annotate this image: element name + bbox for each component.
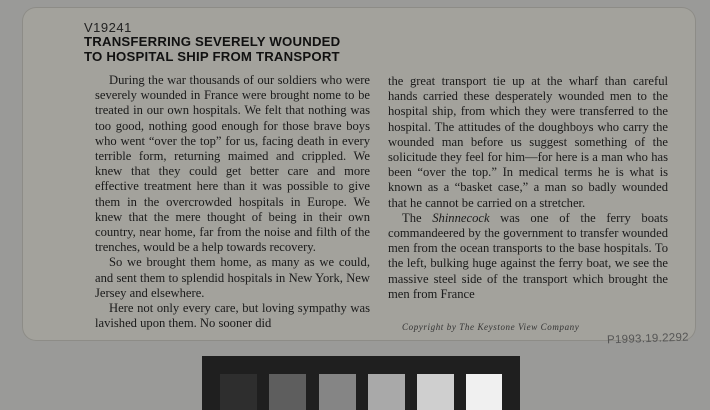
- catalog-number: P1993.19.2292: [606, 331, 690, 347]
- paragraph-4-rest: was one of the ferry boats commandeered by the government to transfer wounded men from the ocean transports to the base hospitals. To the left, bulking huge against the ferry boat, we see the massive steel side of the transport which brought the men from France: [388, 210, 669, 301]
- ship-name: Shinnecock: [432, 210, 490, 225]
- right-column: [388, 74, 668, 302]
- paragraph-1: During the war thousands of our soldiers who were severely wounded in France were brought nome to be treated in our own hospitals. We felt that nothing was too good, nothing good enough for those brave boys who went “over the top” for us, facing death in every terrible form, returning maimed and crippled. We knew that they could get better care and more effective treatment here than it was possible to give them in the overcrowded hospitals in Europe. We knew that the mere thought of being in their own country, near home, far from the noise and filth of the trenches, would be a help towards recovery.: [95, 73, 370, 255]
- paragraph-4-pre: The: [402, 210, 433, 225]
- stereoview-card-back: [22, 7, 696, 341]
- swatch-4: [368, 374, 405, 410]
- swatch-3: [319, 374, 356, 410]
- paragraph-3-continued: the great transport tie up at the wharf than careful hands carried these desperately wounded men to the hospital ship, from which they were transferred to the hospital. The attitudes of the doughboys who carry the wounded man before us suggest something of the solicitude they feel for him—for here is a man who has been “over the top.” In medical terms he is what is known as a “basket case,” a man so badly wounded that he cannot be carried on a stretcher.: [388, 74, 668, 210]
- copyright-line: Copyright by The Keystone View Company: [402, 322, 580, 332]
- grayscale-calibration-strip: [202, 356, 520, 410]
- swatch-2: [269, 374, 306, 410]
- paragraph-2: So we brought them home, as many as we could, and sent them to splendid hospitals in New York, New Jersey and elsewhere.: [95, 255, 370, 300]
- swatch-1: [220, 374, 257, 410]
- card-id: V19241: [84, 20, 132, 35]
- paragraph-3: Here not only every care, but loving sympathy was lavished upon them. No sooner did: [95, 301, 370, 331]
- title-line-1: TRANSFERRING SEVERELY WOUNDED: [84, 34, 341, 49]
- swatch-6: [466, 374, 502, 410]
- left-column: [95, 73, 370, 331]
- card-title: [84, 34, 384, 64]
- swatch-5: [417, 374, 454, 410]
- paragraph-4: [388, 211, 668, 302]
- title-line-2: TO HOSPITAL SHIP FROM TRANSPORT: [84, 49, 340, 64]
